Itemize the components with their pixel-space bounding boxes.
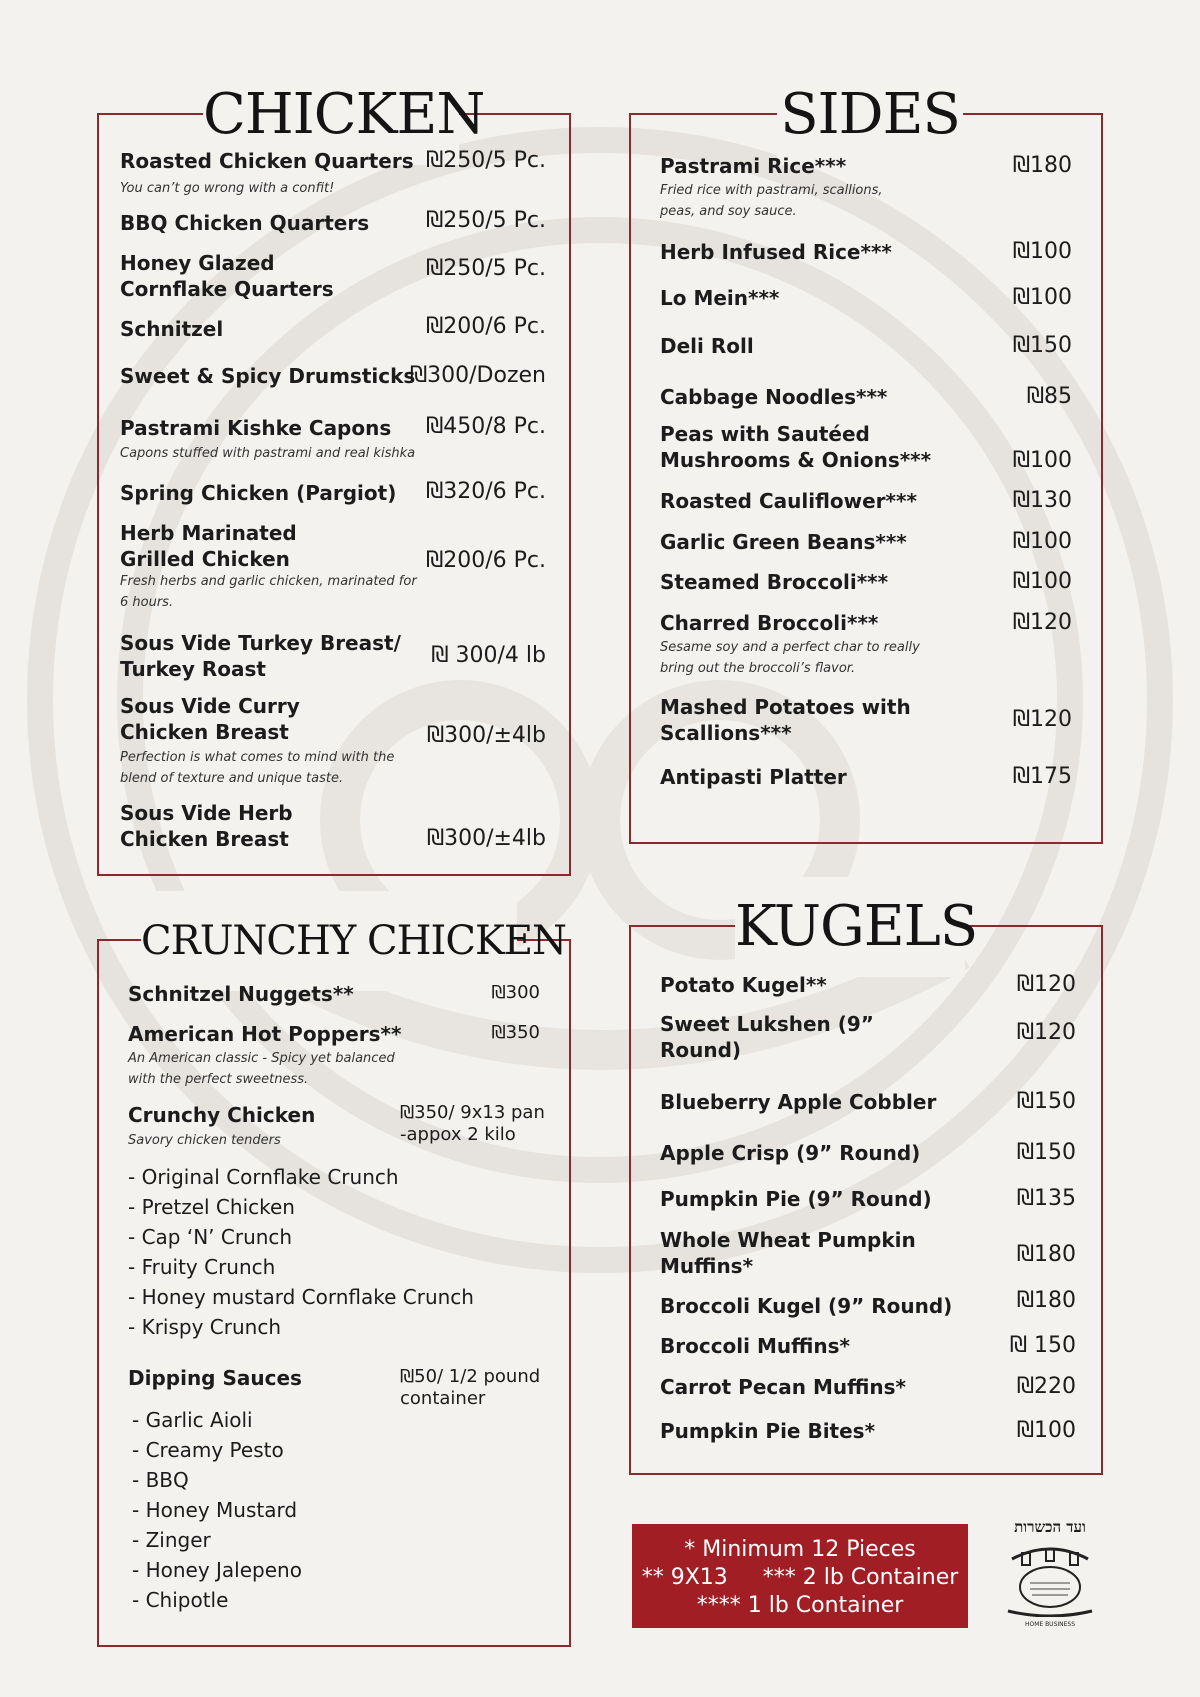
menu-item-name: Sous Vide Curry Chicken Breast xyxy=(120,694,300,744)
menu-item-price: ₪175 xyxy=(1012,764,1072,789)
menu-item-price: ₪100 xyxy=(1016,1418,1076,1443)
crunchy-flavor-item: - Original Cornflake Crunch xyxy=(128,1165,399,1189)
dipping-sauce-item: - Garlic Aioli xyxy=(132,1408,253,1432)
seal-bottom-text: HOME BUSINESS xyxy=(1024,1621,1076,1628)
menu-item-name: Steamed Broccoli*** xyxy=(660,570,889,594)
menu-item-price: ₪300/Dozen xyxy=(409,363,546,388)
menu-item-name: Lo Mein*** xyxy=(660,286,780,310)
menu-item-price: ₪180 xyxy=(1016,1288,1076,1313)
menu-item-name: Herb Infused Rice*** xyxy=(660,240,892,264)
menu-item-price: ₪100 xyxy=(1012,285,1072,310)
menu-item-price: ₪150 xyxy=(1012,333,1072,358)
legend-line-2: ** 9X13 *** 2 lb Container xyxy=(641,1565,959,1590)
menu-item-price: ₪150 xyxy=(1016,1140,1076,1165)
menu-item-description: Sesame soy and a perfect char to really bring out the broccoli’s flavor. xyxy=(660,640,920,676)
menu-item-price: ₪100 xyxy=(1012,569,1072,594)
menu-item-name: Cabbage Noodles*** xyxy=(660,385,888,409)
dipping-sauce-item: - Creamy Pesto xyxy=(132,1438,284,1462)
dipping-sauce-item: - Honey Mustard xyxy=(132,1498,298,1522)
menu-item-price: ₪200/6 Pc. xyxy=(425,314,546,339)
menu-item-name: Apple Crisp (9” Round) xyxy=(660,1141,921,1165)
menu-item-description: You can’t go wrong with a confit! xyxy=(120,181,335,196)
crunchy-flavor-item: - Honey mustard Cornflake Crunch xyxy=(128,1285,474,1309)
menu-item-name: Broccoli Kugel (9” Round) xyxy=(660,1294,953,1318)
menu-item-name: Charred Broccoli*** xyxy=(660,611,879,635)
menu-item-name: Potato Kugel** xyxy=(660,973,827,997)
menu-item-price: ₪320/6 Pc. xyxy=(425,479,546,504)
menu-item-price: ₪300/±4lb xyxy=(426,723,546,748)
menu-item-name: Garlic Green Beans*** xyxy=(660,530,907,554)
menu-item-price: ₪450/8 Pc. xyxy=(425,414,546,439)
dipping-sauces-name: Dipping Sauces xyxy=(128,1366,302,1390)
menu-item-price: ₪135 xyxy=(1016,1186,1076,1211)
menu-item-price: ₪120 xyxy=(1012,707,1072,732)
dipping-sauce-item: - BBQ xyxy=(132,1468,189,1492)
menu-item-price: ₪220 xyxy=(1016,1374,1076,1399)
menu-item-name: Pastrami Kishke Capons xyxy=(120,416,392,440)
seal-emblem-icon xyxy=(1000,1537,1100,1617)
menu-item-price: ₪350 xyxy=(491,1022,540,1043)
menu-item-description: Savory chicken tenders xyxy=(128,1133,281,1148)
menu-item-name: BBQ Chicken Quarters xyxy=(120,211,370,235)
dipping-sauce-item: - Zinger xyxy=(132,1528,211,1552)
menu-item-price: ₪120 xyxy=(1012,610,1072,635)
menu-item-name: Antipasti Platter xyxy=(660,765,847,789)
menu-item-name: Honey Glazed Cornflake Quarters xyxy=(120,251,334,301)
menu-item-price: ₪250/5 Pc. xyxy=(425,256,546,281)
menu-item-price: ₪250/5 Pc. xyxy=(425,148,546,173)
menu-item-price: ₪300/±4lb xyxy=(426,826,546,851)
kashrut-seal-logo xyxy=(1000,1518,1100,1638)
menu-item-price: ₪ 300/4 lb xyxy=(431,643,546,668)
menu-item-name: Broccoli Muffins* xyxy=(660,1334,851,1358)
menu-item-price: ₪100 xyxy=(1012,239,1072,264)
menu-item-name: Blueberry Apple Cobbler xyxy=(660,1090,937,1114)
crunchy-flavor-item: - Krispy Crunch xyxy=(128,1315,281,1339)
menu-item-name: Sweet & Spicy Drumsticks xyxy=(120,364,416,388)
menu-item-name: Carrot Pecan Muffins* xyxy=(660,1375,906,1399)
menu-item-name: Sous Vide Turkey Breast/ Turkey Roast xyxy=(120,631,401,681)
dipping-sauce-item: - Chipotle xyxy=(132,1588,229,1612)
footnote-legend xyxy=(632,1524,968,1628)
menu-item-name: Herb Marinated Grilled Chicken xyxy=(120,521,297,571)
menu-item-name: Pumpkin Pie (9” Round) xyxy=(660,1187,932,1211)
sides-title: SIDES xyxy=(777,65,963,165)
legend-line-1: * Minimum 12 Pieces xyxy=(684,1537,916,1562)
menu-item-name: American Hot Poppers** xyxy=(128,1022,402,1046)
menu-item-description: Perfection is what comes to mind with the blend of texture and unique taste. xyxy=(120,750,395,786)
menu-item-name: Deli Roll xyxy=(660,334,754,358)
menu-item-price: ₪100 xyxy=(1012,529,1072,554)
menu-item-price: ₪250/5 Pc. xyxy=(425,208,546,233)
menu-item-description: Fried rice with pastrami, scallions, peas, and soy sauce. xyxy=(660,183,883,219)
menu-item-price: ₪ 150 xyxy=(1009,1333,1076,1358)
menu-item-price: ₪350/ 9x13 pan -appox 2 kilo xyxy=(400,1102,545,1145)
menu-item-name: Spring Chicken (Pargiot) xyxy=(120,481,397,505)
menu-item-name: Pastrami Rice*** xyxy=(660,154,847,178)
chicken-title: CHICKEN xyxy=(203,65,459,165)
menu-item-name: Crunchy Chicken xyxy=(128,1103,316,1127)
menu-item-name: Schnitzel Nuggets** xyxy=(128,982,354,1006)
legend-line-3: **** 1 lb Container xyxy=(696,1593,904,1618)
menu-item-price: ₪85 xyxy=(1026,384,1072,409)
menu-item-price: ₪180 xyxy=(1012,153,1072,178)
dipping-sauces-price: ₪50/ 1/2 pound container xyxy=(400,1366,541,1409)
menu-item-name: Schnitzel xyxy=(120,317,224,341)
menu-item-price: ₪130 xyxy=(1012,488,1072,513)
menu-item-price: ₪150 xyxy=(1016,1089,1076,1114)
seal-top-text: ועד הכשרות xyxy=(1014,1518,1086,1536)
menu-item-name: Sweet Lukshen (9” Round) xyxy=(660,1012,874,1062)
menu-item-name: Roasted Chicken Quarters xyxy=(120,149,414,173)
menu-item-price: ₪300 xyxy=(491,982,540,1003)
menu-item-name: Peas with Sautéed Mushrooms & Onions*** xyxy=(660,422,932,472)
menu-item-description: Capons stuffed with pastrami and real kishka xyxy=(120,446,416,461)
menu-item-price: ₪180 xyxy=(1016,1242,1076,1267)
menu-item-description: An American classic - Spicy yet balanced with the perfect sweetness. xyxy=(128,1051,395,1087)
menu-item-price: ₪200/6 Pc. xyxy=(425,548,546,573)
menu-item-name: Pumpkin Pie Bites* xyxy=(660,1419,876,1443)
kugels-title: KUGELS xyxy=(735,877,965,977)
crunchy-flavor-item: - Fruity Crunch xyxy=(128,1255,276,1279)
menu-item-description: Fresh herbs and garlic chicken, marinated for 6 hours. xyxy=(120,574,417,610)
menu-item-name: Mashed Potatoes with Scallions*** xyxy=(660,695,911,745)
dipping-sauce-item: - Honey Jalepeno xyxy=(132,1558,302,1582)
menu-item-name: Roasted Cauliflower*** xyxy=(660,489,917,513)
menu-item-price: ₪120 xyxy=(1016,972,1076,997)
menu-item-price: ₪120 xyxy=(1016,1020,1076,1045)
crunchy-chicken-title: CRUNCHY CHICKEN xyxy=(141,891,517,991)
menu-item-name: Whole Wheat Pumpkin Muffins* xyxy=(660,1228,916,1278)
menu-item-price: ₪100 xyxy=(1012,448,1072,473)
crunchy-flavor-item: - Cap ‘N’ Crunch xyxy=(128,1225,293,1249)
crunchy-flavor-item: - Pretzel Chicken xyxy=(128,1195,295,1219)
menu-item-name: Sous Vide Herb Chicken Breast xyxy=(120,801,293,851)
